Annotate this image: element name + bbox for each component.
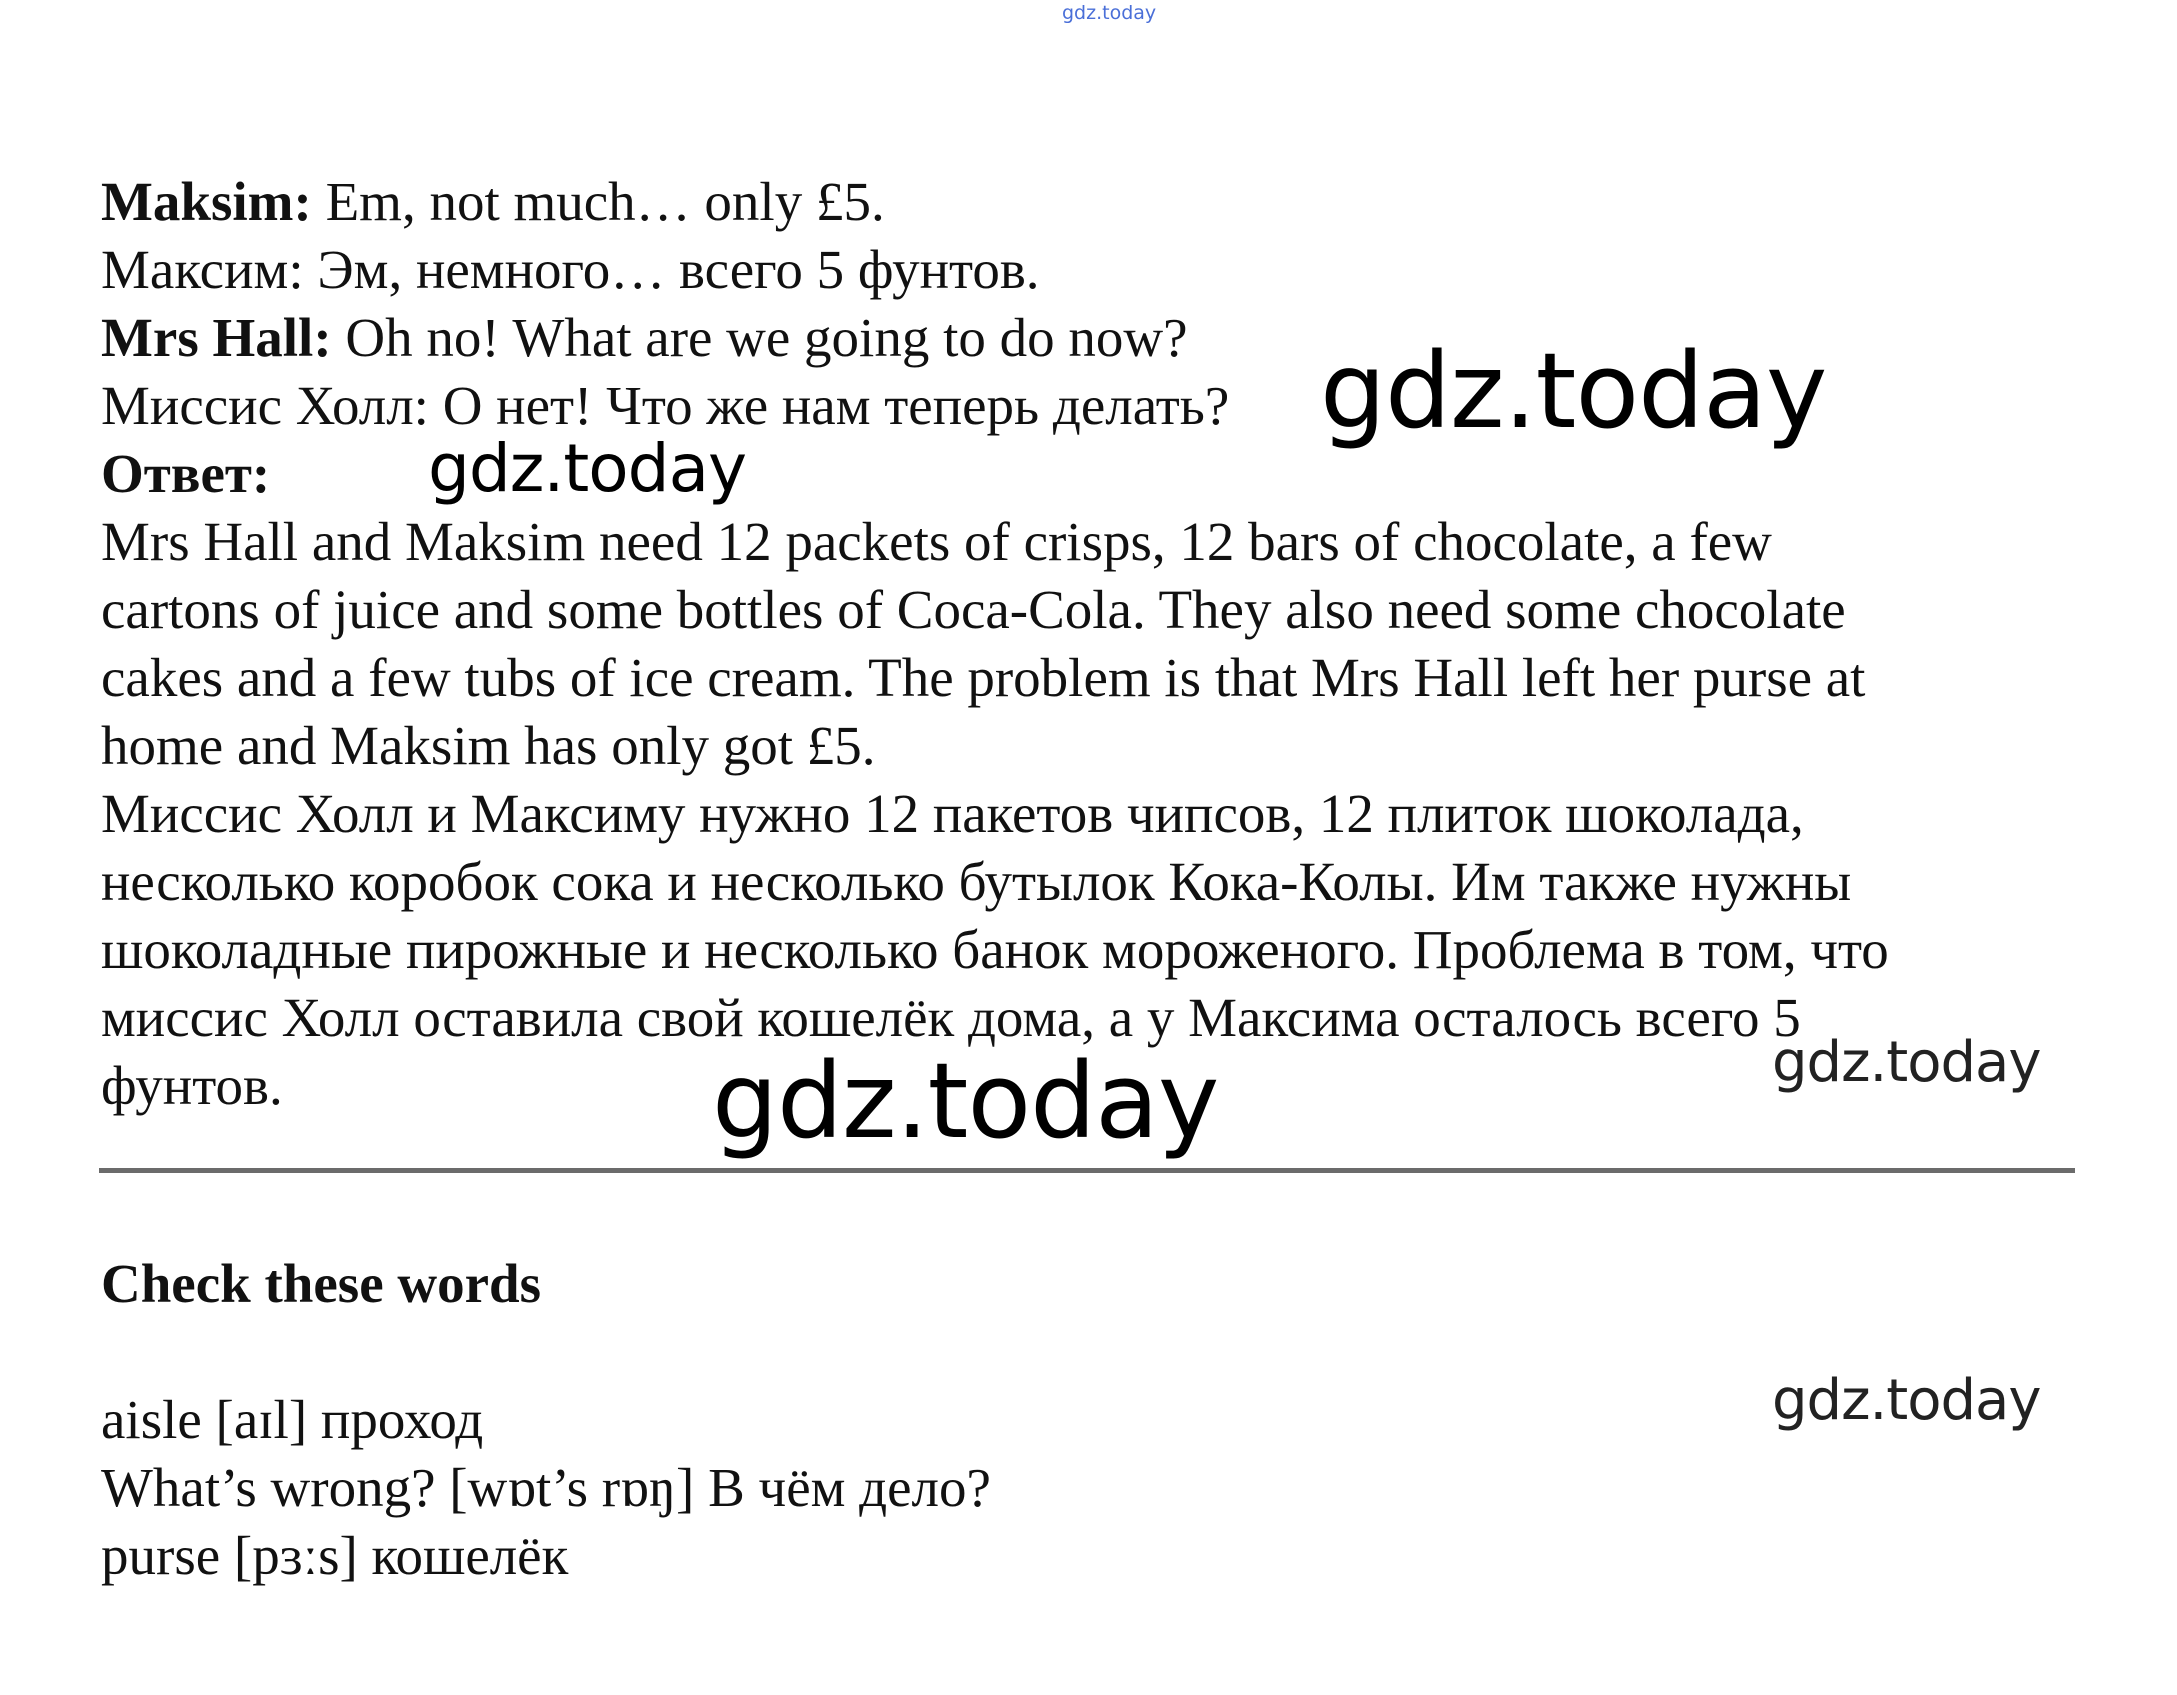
watermark: gdz.today: [712, 1040, 1219, 1162]
watermark: gdz.today: [1772, 1030, 2041, 1095]
answer-en-line: cartons of juice and some bottles of Coca-Cola. They also need some chocolate: [101, 579, 1846, 640]
answer-ru-line: шоколадные пирожные и несколько банок мороженого. Проблема в том, что: [101, 919, 1889, 980]
answer-en-line: cakes and a few tubs of ice cream. The problem is that Mrs Hall left her purse at: [101, 647, 1866, 708]
top-watermark: gdz.today: [1062, 2, 1157, 24]
dialogue-line-hall-ru: Миссис Холл: О нет! Что же нам теперь делать?: [101, 375, 1230, 436]
section-divider: [99, 1168, 2075, 1173]
speaker-label: Mrs Hall:: [101, 307, 332, 368]
document-body: [101, 168, 2101, 1120]
vocab-item: aisle [aɪl] проход: [101, 1389, 484, 1450]
dialogue-text: Oh no! What are we going to do now?: [331, 307, 1188, 368]
check-words-heading: Check these words: [101, 1253, 541, 1314]
vocab-item: What’s wrong? [wɒt’s rɒŋ] В чём дело?: [101, 1457, 991, 1518]
speaker-label: Maksim:: [101, 171, 312, 232]
vocab-item: purse [pɜːs] кошелёк: [101, 1525, 569, 1586]
watermark: gdz.today: [1320, 330, 1827, 452]
answer-ru-line: миссис Холл оставила свой кошелёк дома, а у Максима осталось всего 5: [101, 987, 1801, 1048]
watermark: gdz.today: [428, 430, 747, 507]
answer-ru-line: фунтов.: [101, 1055, 283, 1116]
dialogue-line-maksim-en: [101, 168, 2101, 236]
vocabulary-list: [101, 1386, 991, 1590]
dialogue-text: Em, not much… only £5.: [311, 171, 885, 232]
answer-ru-line: Миссис Холл и Максиму нужно 12 пакетов чипсов, 12 плиток шоколада,: [101, 783, 1804, 844]
answer-en-line: Mrs Hall and Maksim need 12 packets of crisps, 12 bars of chocolate, a few: [101, 511, 1772, 572]
answer-label: Ответ:: [101, 443, 271, 504]
answer-ru-line: несколько коробок сока и несколько бутылок Кока-Колы. Им также нужны: [101, 851, 1852, 912]
watermark: gdz.today: [1772, 1368, 2041, 1433]
answer-en-line: home and Maksim has only got £5.: [101, 715, 876, 776]
dialogue-line-maksim-ru: Максим: Эм, немного… всего 5 фунтов.: [101, 239, 1040, 300]
